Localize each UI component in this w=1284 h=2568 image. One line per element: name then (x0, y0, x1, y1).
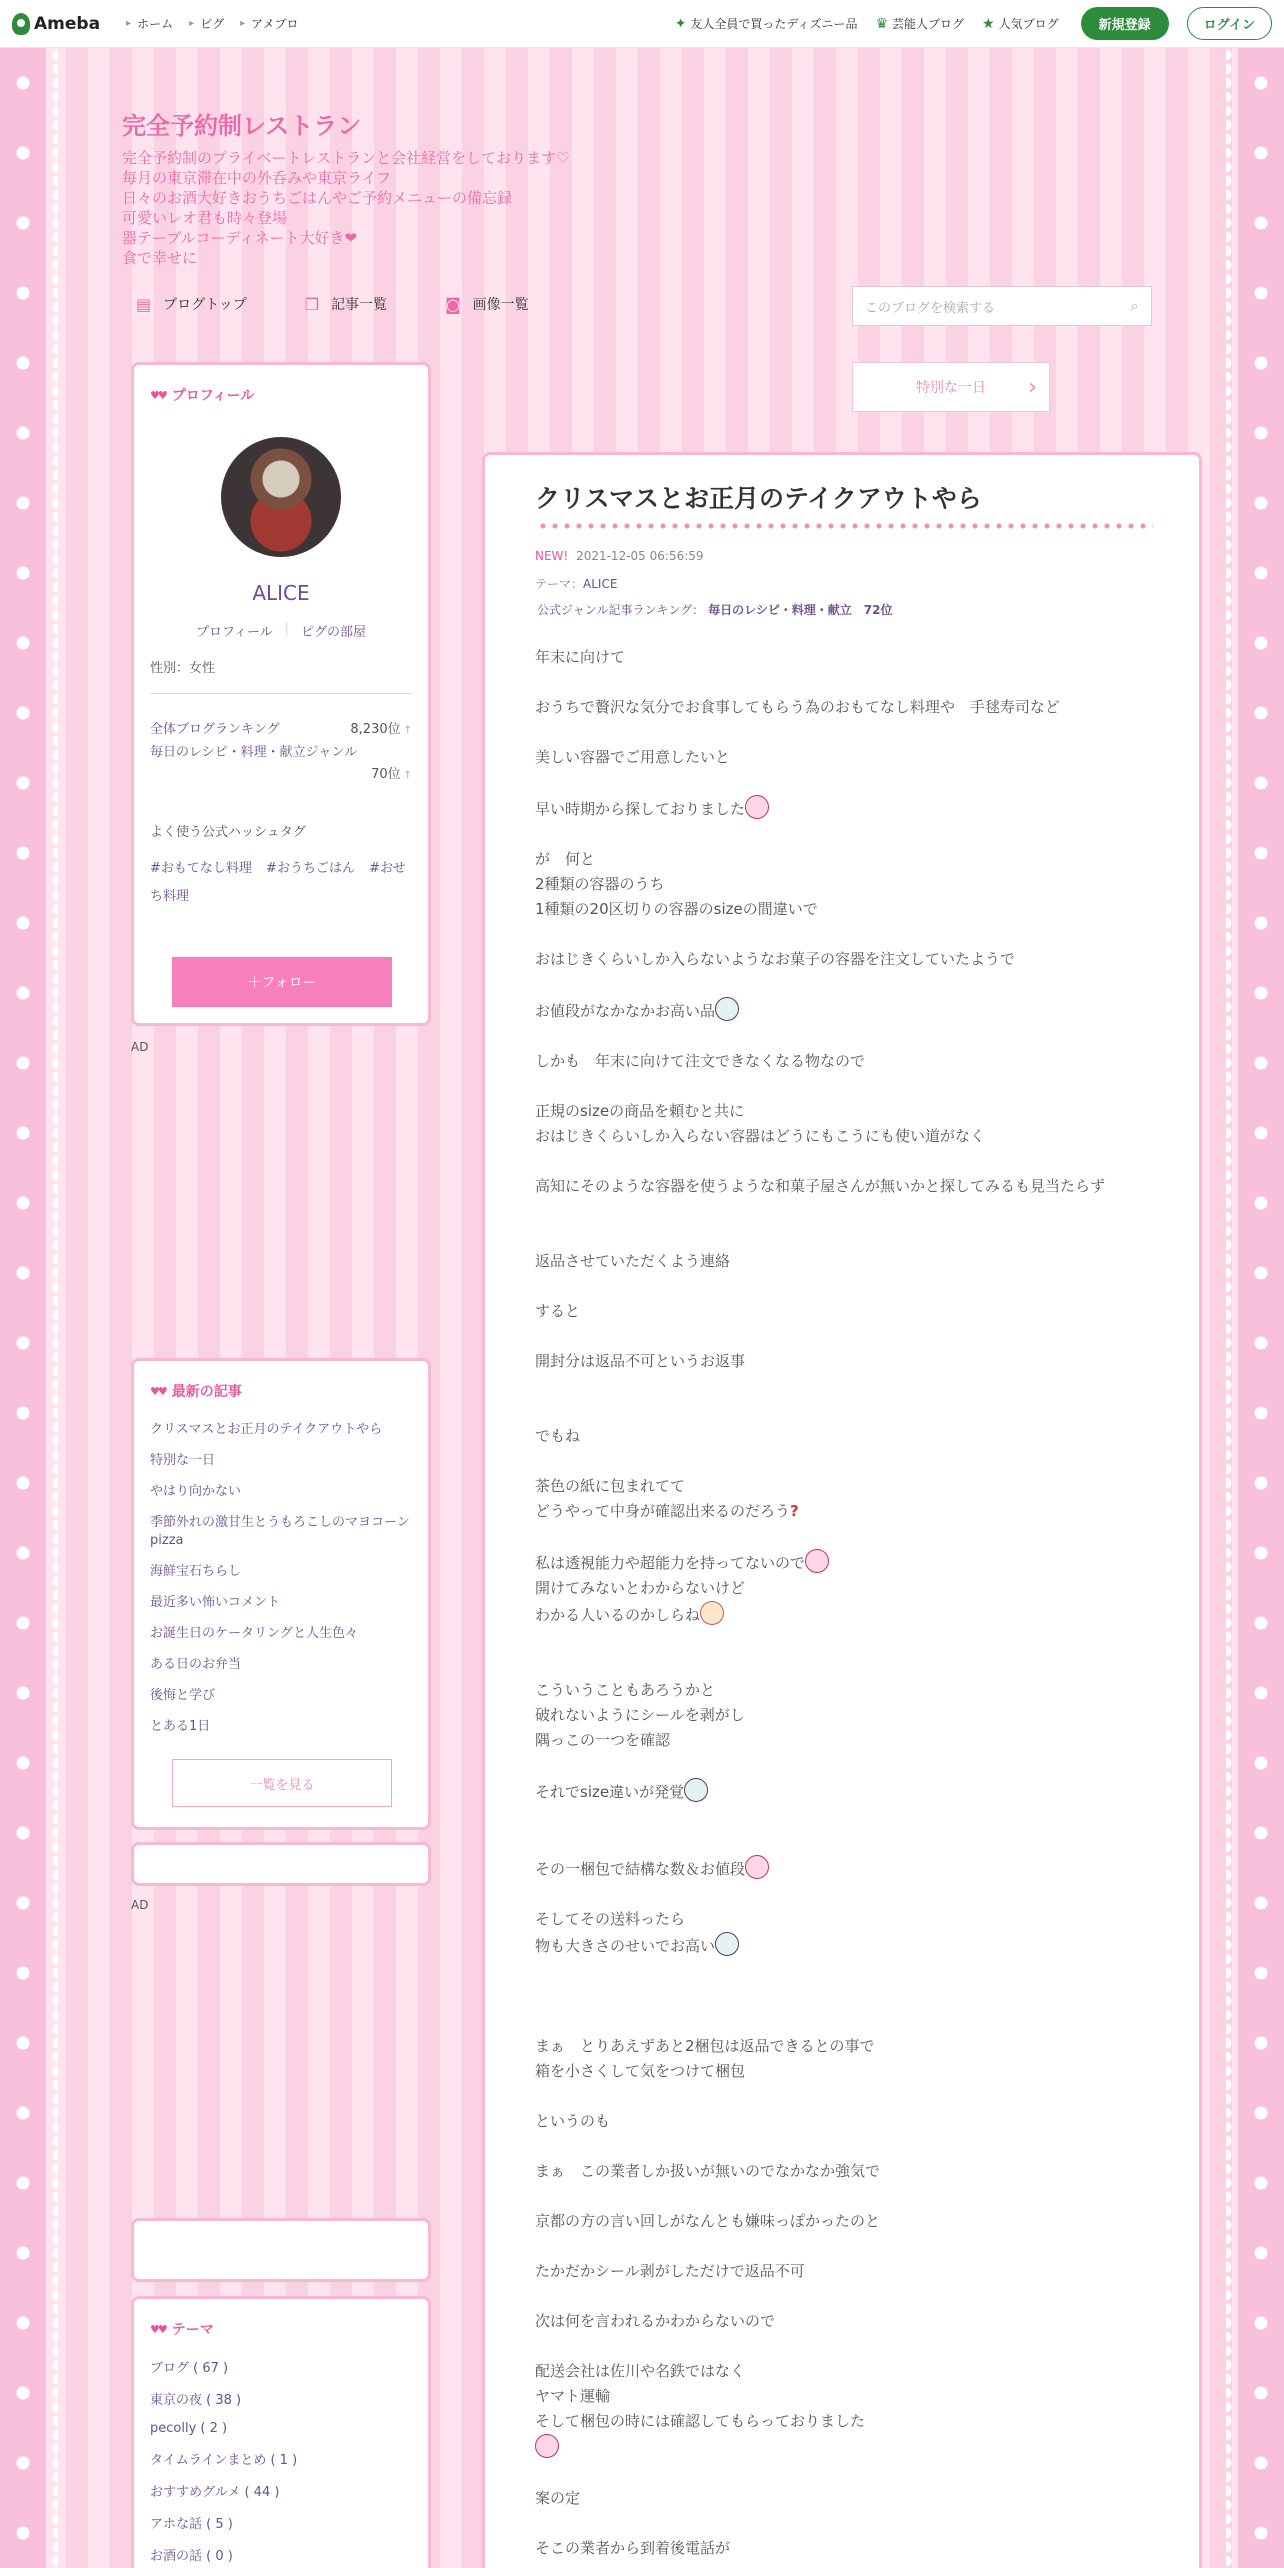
article-paragraph: わかる人いるのかしらね (535, 1601, 1175, 1628)
list-item[interactable]: pecolly ( 2 ) (150, 2421, 228, 2436)
list-item[interactable]: 季節外れの激甘生とうもろこしのマヨコーンpizza (150, 1515, 410, 1548)
latest-entries-card (131, 1358, 431, 1830)
latest-card-title: ♥♥ 最新の記事 (150, 1384, 242, 1400)
arrow-up-icon: ↑ (403, 725, 412, 736)
article-paragraph: まぁ とりあえずあと2梱包は返品できるとの事で (535, 2037, 875, 2055)
article-paragraph (535, 1753, 1175, 1778)
emoji-icon (715, 1932, 739, 1956)
pigg-room-link[interactable]: ピグの部屋 (301, 625, 367, 640)
article-paragraph (535, 1959, 1175, 1984)
nav-pigg-link[interactable]: ▸ ピグ (189, 17, 225, 31)
article-paragraph: 案の定 (535, 2489, 581, 2507)
list-item[interactable]: ある日のお弁当 (150, 1657, 242, 1672)
blog-description: 完全予約制のプライベートレストランと会社経営をしております♡ 毎月の東京滞在中の外呑みや東京ライフ 日々のお酒大好きおうちごはんやご予約メニューの備忘録 可愛いレオ君も時々登場 器テーブルコーディネート大好き❤ 食で幸せに (122, 149, 570, 267)
list-item[interactable]: 特別な一日 (150, 1453, 216, 1468)
themes-card-title: ♥♥ テーマ (150, 2322, 214, 2338)
article-paragraph: その一梱包で結構な数＆お値段 (535, 1855, 1175, 1882)
list-item[interactable]: アホな話 ( 5 ) (150, 2517, 233, 2532)
hashtag[interactable]: #おうちごはん (266, 861, 355, 876)
blog-nav (136, 294, 529, 314)
empty-widget (131, 1842, 431, 1886)
article-card (482, 452, 1202, 2568)
hearts-icon: ♥♥ (150, 388, 166, 402)
article-paragraph: どうやって中身が確認出来るのだろう? (535, 1502, 799, 1520)
article-paragraph (535, 2134, 1175, 2159)
hashtag[interactable]: #おもてなし料理 (150, 861, 252, 876)
article-theme: テーマ：ALICE (535, 577, 618, 591)
left-scallop-edge (46, 48, 58, 2568)
theme-link[interactable]: ALICE (583, 577, 618, 591)
list-item[interactable]: ブログ ( 67 ) (150, 2361, 229, 2376)
chevron-right-icon: ▸ (189, 18, 195, 29)
right-heart-border (1238, 48, 1284, 2568)
article-paragraph (535, 1024, 1175, 1049)
document-icon: ▤ (136, 294, 152, 314)
article-paragraph (535, 770, 1175, 795)
article-paragraph (535, 2084, 1175, 2109)
article-paragraph (535, 2461, 1175, 2486)
divider (150, 693, 412, 694)
article-paragraph: 茶色の紙に包まれてて (535, 1477, 686, 1495)
right-scallop-edge (1226, 48, 1238, 2568)
article-paragraph (535, 720, 1175, 745)
article-paragraph (535, 1149, 1175, 1174)
article-paragraph: というのも (535, 2112, 611, 2130)
entry-list-link[interactable]: ❐ 記事一覧 (304, 294, 388, 314)
hearts-icon: ♥♥ (150, 2322, 166, 2336)
login-button[interactable]: ログイン (1187, 7, 1272, 40)
article-paragraph: お値段がなかなかお高い品 (535, 997, 1175, 1024)
list-item[interactable]: 最近多い怖いコメント (150, 1595, 281, 1610)
new-badge: NEW! (535, 549, 569, 563)
article-paragraph (535, 2009, 1175, 2034)
article-paragraph: 箱を小さくして気をつけて梱包 (535, 2062, 746, 2080)
article-paragraph (535, 1628, 1175, 1653)
article-paragraph: おはじきくらいしか入らない容器はどうにもこうにも使い道がなく (535, 1127, 986, 1145)
article-paragraph: こういうこともあろうかと (535, 1681, 716, 1699)
article-paragraph: 1種類の20区切りの容器のsizeの間違いで (535, 900, 818, 918)
emoji-icon (715, 997, 739, 1021)
list-item[interactable]: タイムラインまとめ ( 1 ) (150, 2453, 298, 2468)
article-paragraph (535, 1374, 1175, 1399)
article-paragraph: そこの業者から到着後電話が (535, 2539, 731, 2557)
article-paragraph: 正規のsizeの商品を頼むと共に (535, 1102, 745, 1120)
list-item[interactable]: やはり向かない (150, 1484, 242, 1499)
avatar[interactable] (221, 437, 341, 557)
article-paragraph: 京都の方の言い回しがなんとも嫌味っぽかったのと (535, 2212, 881, 2230)
star-icon: ★ (982, 15, 995, 32)
ameba-logo[interactable]: Ameba (12, 13, 100, 35)
article-paragraph (535, 670, 1175, 695)
article-paragraph: 物も大きさのせいでお高い (535, 1932, 1175, 1959)
article-paragraph: それでsize違いが発覚 (535, 1778, 1175, 1805)
article-ranking: 公式ジャンル記事ランキング： 毎日のレシピ・料理・献立 72位 (537, 603, 893, 617)
article-paragraph: すると (535, 1302, 581, 1320)
list-item[interactable]: お誕生日のケータリングと人生色々 (150, 1626, 359, 1641)
emoji-icon (745, 795, 769, 819)
emoji-icon (684, 1778, 708, 1802)
article-paragraph (535, 1399, 1175, 1424)
featured-topic-link[interactable]: ✦ 友人全員で買ったディズニー品 (674, 15, 858, 32)
article-paragraph (535, 1224, 1175, 1249)
camera-icon: ◙ (445, 294, 461, 314)
article-paragraph: 返品させていただくよう連絡 (535, 1252, 731, 1270)
list-item[interactable]: 東京の夜 ( 38 ) (150, 2393, 242, 2408)
article-paragraph (535, 2234, 1175, 2259)
article-paragraph (535, 1449, 1175, 1474)
article-paragraph: たかだかシール剥がしただけで返品不可 (535, 2262, 805, 2280)
article-paragraph: でもね (535, 1427, 581, 1445)
article-paragraph: 隅っこの一つを確認 (535, 1731, 671, 1749)
popular-blog-link[interactable]: ★ 人気ブログ (982, 15, 1059, 32)
article-paragraph (535, 2434, 1175, 2461)
question-mark-icon: ? (790, 1502, 799, 1520)
article-paragraph (535, 2184, 1175, 2209)
list-item[interactable]: 後悔と学び (150, 1688, 216, 1703)
crown-icon: ♛ (875, 15, 889, 32)
article-paragraph: 次は何を言われるかわからないので (535, 2312, 776, 2330)
article-paragraph (535, 1805, 1175, 1830)
article-paragraph (535, 1274, 1175, 1299)
emoji-icon (535, 2434, 559, 2458)
profile-gender: 性別：女性 (150, 661, 216, 676)
latest-entries-list (134, 1401, 428, 1736)
profile-name[interactable]: ALICE (252, 581, 310, 605)
blog-title[interactable]: 完全予約制レストラン (122, 112, 362, 140)
article-paragraph (535, 1199, 1175, 1224)
hashtag[interactable]: #おせち料理 (150, 861, 406, 904)
overall-ranking-value: 8,230位 (350, 722, 401, 737)
article-paragraph (535, 1984, 1175, 2009)
decorative-divider (537, 521, 1153, 531)
list-item[interactable]: おすすめグルメ ( 44 ) (150, 2485, 280, 2500)
article-date: 2021-12-05 06:56:59 (576, 549, 704, 563)
article-meta (535, 549, 704, 563)
chevron-right-icon: ▸ (126, 18, 132, 29)
article-paragraph (535, 1882, 1175, 1907)
search-icon[interactable]: ⌕ (1130, 296, 1139, 315)
article-paragraph (535, 1074, 1175, 1099)
emoji-icon (745, 1855, 769, 1879)
article-paragraph: まぁ この業者しか扱いが無いのでなかなか強気で (535, 2162, 881, 2180)
article-paragraph: が 何と (535, 850, 596, 868)
emoji-icon (805, 1549, 829, 1573)
article-paragraph: ヤマト運輸 (535, 2387, 611, 2405)
chevron-right-icon: ▸ (240, 18, 246, 29)
ad-label: AD (131, 1040, 149, 1054)
article-paragraph (535, 1653, 1175, 1678)
chevron-right-icon: › (1028, 375, 1037, 400)
article-paragraph (535, 2284, 1175, 2309)
article-paragraph (535, 1524, 1175, 1549)
hearts-icon: ♥♥ (150, 1384, 166, 1398)
article-paragraph: そしてその送料ったら (535, 1910, 686, 1928)
genre-ranking-link[interactable]: 毎日のレシピ・料理・献立ジャンル (150, 745, 358, 760)
blog-top-link[interactable]: ▤ ブログトップ (136, 294, 247, 314)
top-right-links (675, 7, 1272, 40)
ad-label: AD (131, 1898, 149, 1912)
image-list-link[interactable]: ◙ 画像一覧 (445, 294, 529, 314)
copy-icon: ❐ (304, 294, 320, 314)
article-paragraph (535, 1830, 1175, 1855)
themes-card (131, 2296, 431, 2568)
list-item[interactable]: とある1日 (150, 1719, 211, 1734)
nav-ameblo-link[interactable]: ▸ アメブロ (240, 17, 299, 31)
article-paragraph (535, 2334, 1175, 2359)
genre-ranking-value: 70位 (371, 767, 401, 782)
profile-card-title: ♥♥ プロフィール (150, 388, 255, 404)
article-paragraph: 年末に向けて (535, 648, 626, 666)
article-paragraph (535, 922, 1175, 947)
emoji-icon (700, 1601, 724, 1625)
hashtag-title: よく使う公式ハッシュタグ (150, 825, 306, 840)
ranking-block (150, 719, 412, 787)
article-paragraph: 開封分は返品不可というお返事 (535, 1352, 746, 1370)
article-paragraph: 開けてみないとわからないけど (535, 1579, 746, 1597)
article-paragraph (535, 972, 1175, 997)
empty-widget (131, 2218, 431, 2282)
sparkle-icon: ✦ (674, 15, 687, 32)
signup-button[interactable]: 新規登録 (1081, 7, 1169, 40)
article-title[interactable]: クリスマスとお正月のテイクアウトやら (535, 484, 982, 513)
article-paragraph: 高知にそのような容器を使うような和菓子屋さんが無いかと探してみるも見当たらず (535, 1177, 1106, 1195)
profile-links (134, 621, 428, 640)
ameba-logo-icon (12, 13, 30, 35)
article-paragraph: 早い時期から探しておりました (535, 795, 1175, 822)
profile-card (131, 362, 431, 1026)
ameba-top-bar (0, 0, 1284, 48)
view-all-button[interactable]: 一覧を見る (172, 1759, 392, 1807)
follow-button[interactable]: ＋フォロー (172, 957, 392, 1007)
profile-link[interactable]: プロフィール (195, 625, 273, 640)
divider: | (284, 621, 290, 636)
celebrity-blog-link[interactable]: ♛ 芸能人ブログ (875, 15, 965, 32)
article-paragraph: 破れないようにシールを剥がし (535, 1706, 745, 1724)
article-paragraph (535, 822, 1175, 847)
left-heart-border (0, 48, 46, 2568)
list-item[interactable]: 海鮮宝石ちらし (150, 1564, 242, 1579)
blog-search-input[interactable]: このブログを検索する ⌕ (852, 286, 1152, 326)
themes-list (134, 2339, 428, 2564)
prev-entry-button[interactable]: 特別な一日 › (852, 362, 1050, 412)
article-paragraph: そして梱包の時には確認してもらっておりました (535, 2412, 866, 2430)
article-paragraph: おはじきくらいしか入らないようなお菓子の容器を注文していたようで (535, 950, 1016, 968)
article-paragraph: 私は透視能力や超能力を持ってないので (535, 1549, 1175, 1576)
article-paragraph (535, 1324, 1175, 1349)
arrow-up-icon: ↑ (403, 770, 412, 781)
overall-ranking-link[interactable]: 全体ブログランキング (150, 722, 280, 737)
nav-home-link[interactable]: ▸ ホーム (126, 17, 174, 31)
article-paragraph: 美しい容器でご用意したいと (535, 748, 731, 766)
list-item[interactable]: お酒の話 ( 0 ) (150, 2549, 233, 2564)
list-item[interactable]: クリスマスとお正月のテイクアウトやら (150, 1422, 383, 1437)
article-paragraph: しかも 年末に向けて注文できなくなる物なので (535, 1052, 866, 1070)
article-paragraph (535, 2511, 1175, 2536)
article-body (535, 645, 1175, 2561)
article-ranking-link[interactable]: 毎日のレシピ・料理・献立 72位 (708, 603, 893, 617)
hashtag-list (150, 855, 412, 911)
article-paragraph: おうちで贅沢な気分でお食事してもらう為のおもてなし料理や 手毬寿司など (535, 698, 1060, 716)
article-paragraph: 配送会社は佐川や名鉄ではなく (535, 2362, 746, 2380)
article-paragraph: 2種類の容器のうち (535, 875, 665, 893)
